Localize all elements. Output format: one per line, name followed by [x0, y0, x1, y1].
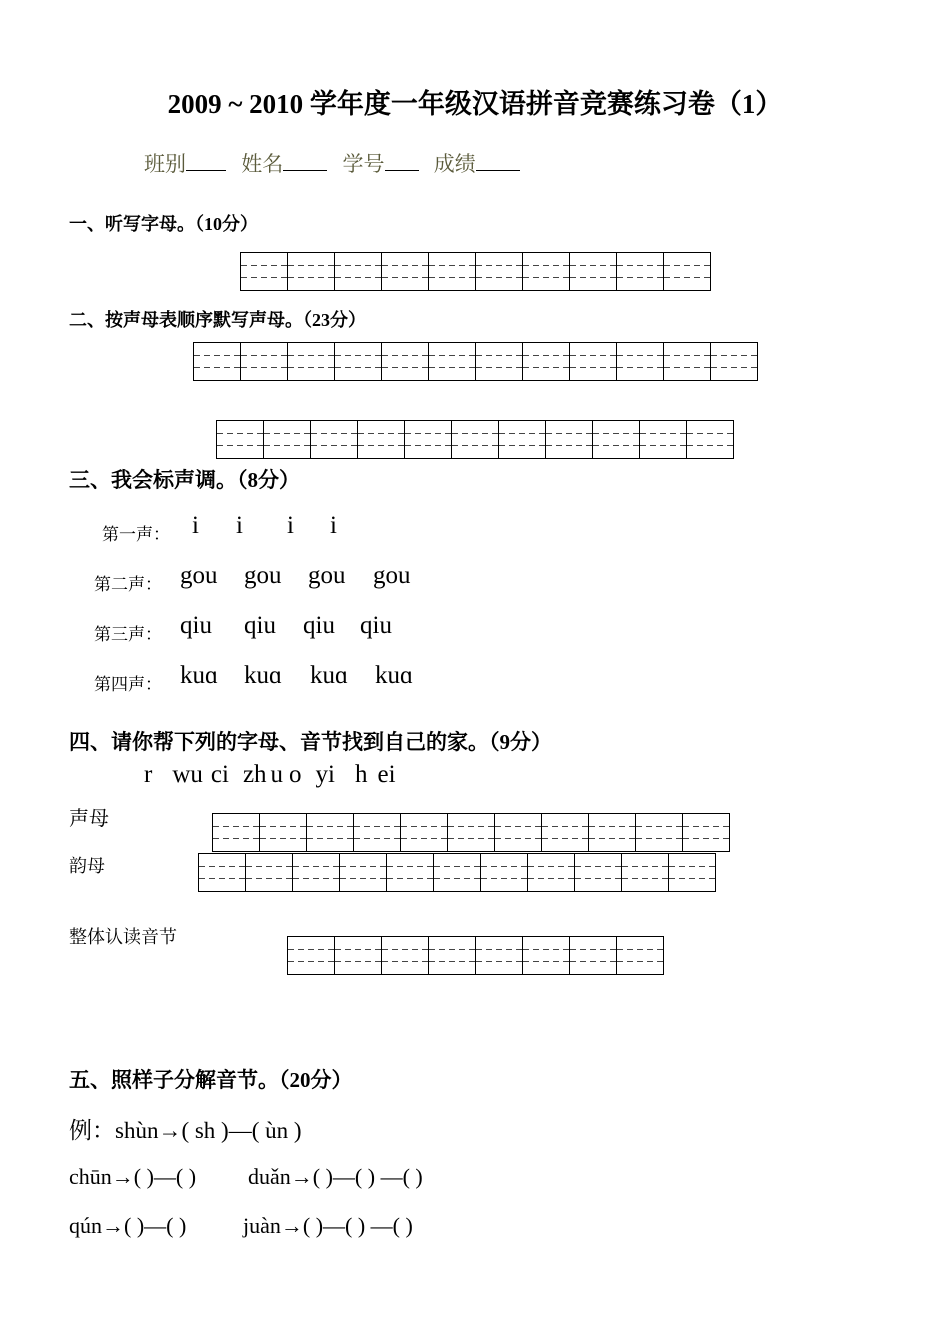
writing-cell[interactable]	[495, 814, 542, 851]
class-label: 班别	[144, 152, 186, 176]
writing-cell[interactable]	[241, 343, 288, 380]
writing-cell[interactable]	[382, 343, 429, 380]
writing-cell[interactable]	[241, 253, 288, 290]
writing-cell[interactable]	[194, 343, 241, 380]
tone-syllable[interactable]: gou	[180, 562, 218, 589]
writing-cell[interactable]	[199, 854, 246, 891]
name-blank[interactable]	[283, 152, 327, 171]
tone-label: 第三声：	[94, 625, 162, 644]
writing-cell[interactable]	[664, 343, 711, 380]
page-title: 2009 ~ 2010 学年度一年级汉语拼音竞赛练习卷（1）	[167, 89, 783, 119]
sorting-item[interactable]: wu	[172, 761, 203, 788]
dictation-grid[interactable]	[240, 252, 711, 291]
tone-syllable[interactable]: kuɑ	[375, 662, 414, 689]
writing-cell[interactable]	[405, 421, 452, 458]
tone-syllable[interactable]: qiu	[360, 612, 392, 639]
student-info-line	[144, 148, 530, 178]
writing-cell[interactable]	[260, 814, 307, 851]
sorting-item[interactable]: o	[289, 761, 302, 788]
decompose-line-1-b[interactable]: duǎn→( )—( ) —( )	[248, 1164, 423, 1189]
writing-cell[interactable]	[354, 814, 401, 851]
writing-cell[interactable]	[288, 343, 335, 380]
writing-cell[interactable]	[335, 253, 382, 290]
section3-heading: 三、我会标声调。（8分）	[69, 468, 300, 492]
writing-cell[interactable]	[358, 421, 405, 458]
finals-category-label: 韵母	[69, 856, 105, 876]
class-blank[interactable]	[186, 152, 226, 171]
writing-cell[interactable]	[217, 421, 264, 458]
name-label: 姓名	[241, 152, 284, 176]
id-blank[interactable]	[385, 152, 419, 171]
writing-cell[interactable]	[429, 343, 476, 380]
writing-cell[interactable]	[382, 253, 429, 290]
writing-cell[interactable]	[617, 343, 664, 380]
writing-cell[interactable]	[246, 854, 293, 891]
writing-cell[interactable]	[452, 421, 499, 458]
writing-cell[interactable]	[448, 814, 495, 851]
initials-grid-row1[interactable]	[193, 342, 758, 381]
sorting-item[interactable]: r	[144, 761, 153, 788]
writing-cell[interactable]	[499, 421, 546, 458]
finals-home-grid[interactable]	[198, 853, 716, 892]
tone-syllable[interactable]: gou	[373, 562, 411, 589]
decompose-line-2-a[interactable]: qún→( )—( )	[69, 1213, 187, 1238]
sorting-item[interactable]: ei	[377, 761, 396, 788]
whole-syllable-home-grid[interactable]	[287, 936, 664, 975]
decompose-line-1-a[interactable]: chūn→( )—( )	[69, 1164, 197, 1189]
writing-cell[interactable]	[476, 937, 523, 974]
writing-cell[interactable]	[683, 814, 730, 851]
sorting-item[interactable]: h	[355, 761, 368, 788]
writing-cell[interactable]	[575, 854, 622, 891]
tone-syllable[interactable]: i	[330, 512, 337, 539]
section1-heading: 一、听写字母。（10分）	[69, 214, 258, 234]
tone-syllable[interactable]: i	[287, 512, 294, 539]
sorting-item[interactable]: yi	[315, 761, 335, 788]
writing-cell[interactable]	[542, 814, 589, 851]
sorting-item[interactable]: zh	[242, 761, 267, 788]
writing-cell[interactable]	[523, 937, 570, 974]
writing-cell[interactable]	[387, 854, 434, 891]
score-label: 成绩	[433, 152, 476, 176]
writing-cell[interactable]	[476, 343, 523, 380]
sorting-item[interactable]: ci	[210, 761, 229, 788]
decompose-line-2-b[interactable]: juàn→( )—( ) —( )	[243, 1213, 413, 1238]
tone-syllable[interactable]: i	[236, 512, 243, 539]
initials-grid-row2[interactable]	[216, 420, 734, 459]
writing-cell[interactable]	[617, 937, 664, 974]
writing-cell[interactable]	[523, 253, 570, 290]
writing-cell[interactable]	[434, 854, 481, 891]
tone-syllable[interactable]: qiu	[180, 612, 212, 639]
writing-cell[interactable]	[476, 253, 523, 290]
writing-cell[interactable]	[570, 937, 617, 974]
writing-cell[interactable]	[293, 854, 340, 891]
tone-syllable[interactable]: qiu	[244, 612, 276, 639]
tone-label: 第一声：	[102, 525, 170, 544]
writing-cell[interactable]	[640, 421, 687, 458]
writing-cell[interactable]	[401, 814, 448, 851]
section4-heading: 四、请你帮下列的字母、音节找到自己的家。（9分）	[69, 730, 552, 754]
writing-cell[interactable]	[669, 854, 716, 891]
writing-cell[interactable]	[311, 421, 358, 458]
writing-cell[interactable]	[570, 343, 617, 380]
score-blank[interactable]	[476, 152, 520, 171]
tone-syllable[interactable]: gou	[308, 562, 346, 589]
tone-label: 第四声：	[94, 675, 162, 694]
writing-cell[interactable]	[213, 814, 260, 851]
initials-category-label: 声母	[69, 808, 109, 830]
writing-cell[interactable]	[264, 421, 311, 458]
sorting-items	[144, 761, 396, 789]
writing-cell[interactable]	[664, 253, 711, 290]
writing-cell[interactable]	[622, 854, 669, 891]
section5-heading: 五、照样子分解音节。（20分）	[69, 1068, 353, 1092]
tone-syllable[interactable]: kuɑ	[244, 662, 283, 689]
tone-syllable[interactable]: gou	[244, 562, 282, 589]
writing-cell[interactable]	[481, 854, 528, 891]
writing-cell[interactable]	[335, 937, 382, 974]
tone-syllable[interactable]: kuɑ	[180, 662, 219, 689]
decompose-example: 例：shùn→( sh )—( ùn )	[69, 1118, 302, 1143]
tone-label: 第二声：	[94, 575, 162, 594]
initials-home-grid[interactable]	[212, 813, 730, 852]
id-label: 学号	[342, 152, 385, 176]
tone-syllable[interactable]: qiu	[303, 612, 335, 639]
writing-cell[interactable]	[570, 253, 617, 290]
writing-cell[interactable]	[335, 343, 382, 380]
section2-heading: 二、按声母表顺序默写声母。（23分）	[69, 310, 366, 330]
writing-cell[interactable]	[340, 854, 387, 891]
writing-cell[interactable]	[593, 421, 640, 458]
writing-cell[interactable]	[528, 854, 575, 891]
writing-cell[interactable]	[429, 937, 476, 974]
writing-cell[interactable]	[687, 421, 734, 458]
writing-cell[interactable]	[523, 343, 570, 380]
tone-syllable[interactable]: i	[192, 512, 199, 539]
writing-cell[interactable]	[711, 343, 758, 380]
writing-cell[interactable]	[429, 253, 476, 290]
writing-cell[interactable]	[546, 421, 593, 458]
writing-cell[interactable]	[288, 937, 335, 974]
writing-cell[interactable]	[382, 937, 429, 974]
sorting-item[interactable]: u	[270, 761, 284, 788]
writing-cell[interactable]	[307, 814, 354, 851]
whole-syllable-category-label: 整体认读音节	[69, 927, 177, 947]
writing-cell[interactable]	[636, 814, 683, 851]
writing-cell[interactable]	[288, 253, 335, 290]
writing-cell[interactable]	[617, 253, 664, 290]
tone-syllable[interactable]: kuɑ	[310, 662, 349, 689]
writing-cell[interactable]	[589, 814, 636, 851]
